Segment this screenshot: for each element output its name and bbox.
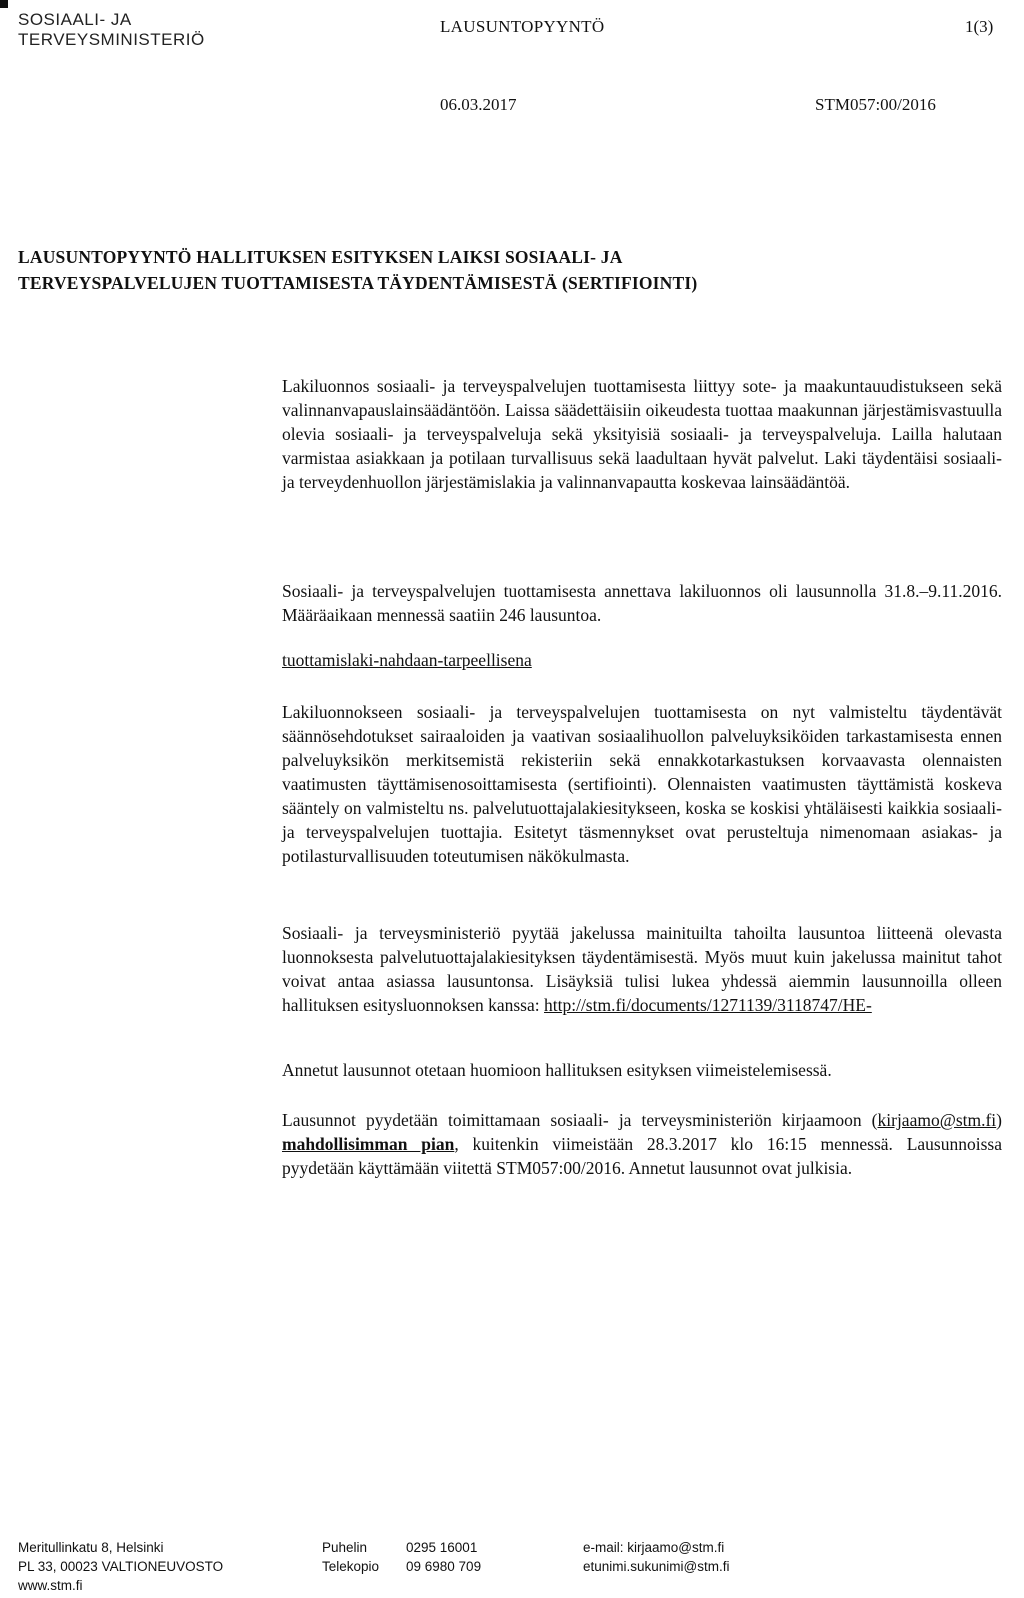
title-line2: TERVEYSPALVELUJEN TUOTTAMISESTA TÄYDENTÄMISESTÄ (SERTIFIOINTI) [18,273,698,293]
registry-email-link[interactable]: kirjaamo@stm.fi [877,1110,997,1130]
document-date: 06.03.2017 [440,95,517,114]
footer-address [18,1538,223,1595]
paragraph-previous-consultation [282,579,1002,627]
corner-mark [0,0,8,8]
paragraph-intro [282,374,1002,494]
deadline-text-c: , kuitenkin viimeistään 28.3.2017 klo 16:15 mennessä. Lausunnoissa pyydetään käyttämään viitettä STM057:00/2016. Annetut lausunnot ovat julkisia. [282,1134,1002,1178]
ministry-name [18,10,205,50]
request-text: Sosiaali- ja terveysministeriö pyytää jakelussa mainituilta tahoilta lausuntoa liitteenä olevasta luonnoksesta palvelutuottajalakiesityksen täydentämisestä. Myös muut kuin jakelussa mainitut tahot voivat antaa asiassa lausuntonsa. Lisäyksiä tulisi lukea yhdessä aiemmin lausunnoilla olleen hallituksen esitysluonnoksen kanssa: [282,923,1002,1015]
page-number: 1(3) [965,17,994,36]
ministry-name-line1: SOSIAALI- JA [18,10,132,29]
paragraph-text [282,1108,1002,1180]
title-line1: LAUSUNTOPYYNTÖ HALLITUKSEN ESITYKSEN LAIKSI SOSIAALI- JA [18,247,623,267]
paragraph-supplements [282,700,1002,868]
paragraph-text: Annetut lausunnot otetaan huomioon hallituksen esityksen viimeistelemisessä. [282,1060,832,1080]
deadline-text-a: Lausunnot pyydetään toimittamaan sosiaali- ja terveysministeriön kirjaamoon ( [282,1110,878,1130]
footer-email-format: etunimi.sukunimi@stm.fi [583,1559,730,1574]
deadline-emphasis: mahdollisimman pian [282,1134,455,1154]
footer-email-registry[interactable]: e-mail: kirjaamo@stm.fi [583,1540,725,1555]
footer-website[interactable]: www.stm.fi [18,1578,83,1593]
phone-value: 0295 16001 [406,1540,478,1555]
paragraph-request [282,921,1002,1017]
footer-street: Meritullinkatu 8, Helsinki [18,1540,164,1555]
paragraph-text: Sosiaali- ja terveyspalvelujen tuottamisesta annettava lakiluonnos oli lausunnolla 31.8.–9.11.2016. Määräaikaan mennessä saatiin 246 lausuntoa. [282,581,1002,625]
tuottamislaki-link[interactable]: tuottamislaki-nahdaan-tarpeellisena [282,650,532,670]
he-document-link[interactable]: http://stm.fi/documents/1271139/3118747/HE- [544,995,872,1015]
footer-email [583,1538,730,1576]
document-type: LAUSUNTOPYYNTÖ [440,17,605,36]
footer-phone [322,1538,481,1576]
paragraph-consideration [282,1058,1002,1082]
deadline-text-b: ) [996,1110,1002,1130]
ministry-name-line2: TERVEYSMINISTERIÖ [18,30,205,49]
paragraph-text [282,921,1002,1017]
paragraph-text: Lakiluonnos sosiaali- ja terveyspalvelujen tuottamisesta liittyy sote- ja maakuntauudistukseen sekä valinnanvapauslainsäädäntöön. Laissa säädettäisiin oikeudesta tuottaa maakunnan järjestämisvastuulla olevia sosiaali- ja terveyspalveluja sekä yksityisiä sosiaali- ja terveyspalveluja. Lailla halutaan varmistaa asiakkaan ja potilaan turvallisuus sekä laadultaan hyvät palvelut. Laki täydentäisi sosiaali- ja terveydenhuollon järjestämislakia ja valinnanvapautta koskevaa lainsäädäntöä. [282,376,1002,492]
phone-label: Puhelin [322,1540,368,1555]
paragraph-deadline [282,1108,1002,1180]
fax-label: Telekopio [322,1559,380,1574]
reference-number: STM057:00/2016 [815,95,936,114]
paragraph-text: Lakiluonnokseen sosiaali- ja terveyspalvelujen tuottamisesta on nyt valmisteltu täydentävät säännösehdotukset sairaaloiden ja vaativan sosiaalihuollon palveluyksiköiden tarkastamisesta ennen palveluyksikön merkitsemistä rekisteriin sekä ennakkotarkastuksen korvaavasta olennaisten vaatimusten täyttämisenosoittamisesta (sertifiointi). Olennaisten vaatimusten täyttämistä koskeva sääntely on valmisteltu ns. palvelutuottajalakiesitykseen, koska se koskisi yhtäläisesti kaikkia sosiaali- ja terveyspalvelujen tuottajia. Esitetyt täsmennykset ovat perusteltuja nimenomaan asiakas- ja potilasturvallisuuden toteutumisen näkökulmasta. [282,702,1002,866]
footer-po-box: PL 33, 00023 VALTIONEUVOSTO [18,1559,224,1574]
fax-value: 09 6980 709 [406,1559,482,1574]
document-title [18,244,1008,296]
